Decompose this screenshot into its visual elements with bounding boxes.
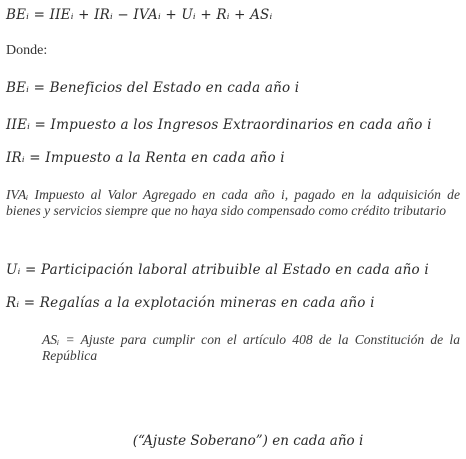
definition-ir: IRᵢ = Impuesto a la Renta en cada año i	[6, 150, 285, 166]
definition-be: BEᵢ = Beneficios del Estado en cada año i	[6, 80, 300, 96]
donde-label: Donde:	[6, 43, 48, 58]
definition-iie: IIEᵢ = Impuesto a los Ingresos Extraordinarios en cada año i	[6, 117, 432, 133]
definition-r: Rᵢ = Regalías a la explotación mineras en cada año i	[6, 295, 375, 311]
main-equation: BEᵢ = IIEᵢ + IRᵢ − IVAᵢ + Uᵢ + Rᵢ + ASᵢ	[6, 7, 273, 23]
definition-as-text: ASᵢ = Ajuste para cumplir con el artículo 408 de la Constitución de la República	[42, 332, 460, 363]
definition-as	[6, 332, 460, 364]
ajuste-soberano-caption: (“Ajuste Soberano”) en cada año i	[132, 433, 364, 449]
definition-iva: IVAᵢ Impuesto al Valor Agregado en cada año i, pagado en la adquisición de bienes y servicios siempre que no haya sido compensado como crédito tributario	[6, 187, 460, 218]
definition-u: Uᵢ = Participación laboral atribuible al Estado en cada año i	[6, 262, 429, 278]
